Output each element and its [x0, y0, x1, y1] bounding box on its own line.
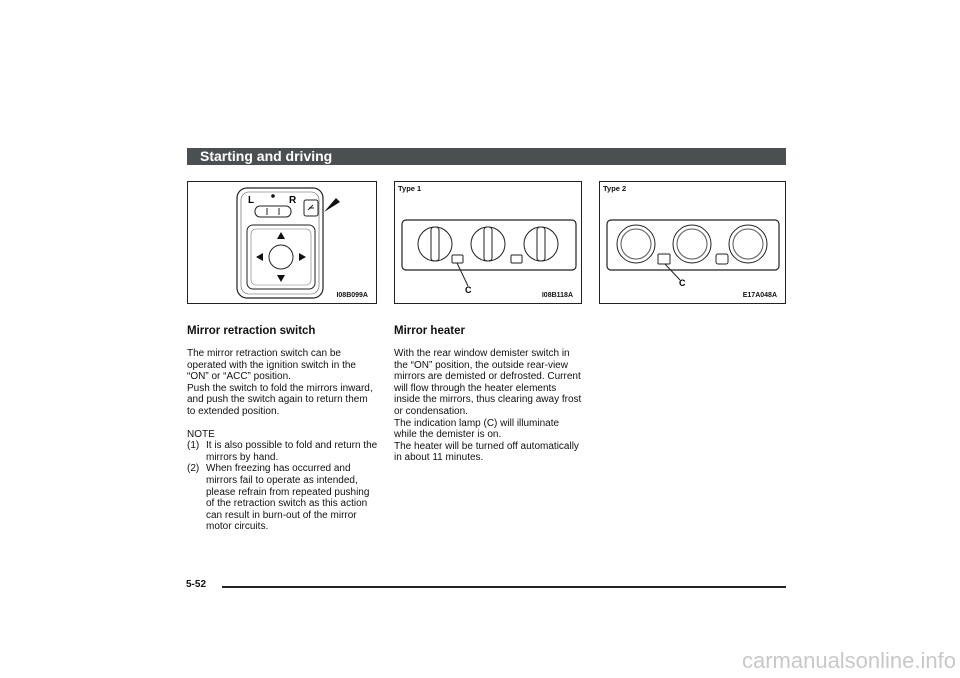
note-number: (1): [187, 440, 200, 452]
figure-code: I08B099A: [336, 292, 368, 299]
mirror-retraction-heading: Mirror retraction switch: [187, 325, 316, 337]
left-label: L: [248, 195, 255, 206]
pointer-arrow-icon: [324, 198, 340, 212]
page-number: 5-52: [186, 579, 207, 590]
callout-c: C: [465, 285, 472, 295]
heater-control-type2-illustration: [600, 182, 787, 305]
mirror-retraction-para2: Push the switch to fold the mirrors inward, and push the switch again to return them to extended position.: [187, 382, 373, 417]
mirror-heater-para1: With the rear window demister switch in the “ON” position, the outside rear-view mirrors are demisted or defrosted. Current will flow through the heater elements inside the mirrors, thus clearing away frost or condensation.: [394, 348, 582, 417]
rear-defogger-button-icon: [452, 255, 463, 263]
watermark: carmanualsonline.info: [741, 648, 956, 673]
figure-type1: [394, 181, 582, 304]
figure-type2: [599, 181, 786, 304]
mirror-heater-heading: Mirror heater: [394, 325, 465, 337]
figure-code: I08B118A: [541, 292, 573, 299]
arrow-down-icon: [277, 275, 285, 282]
mirror-heater-text: [394, 348, 582, 464]
section-title: Starting and driving: [200, 148, 333, 164]
figure-type-label: Type 2: [603, 184, 627, 193]
mirror-switch-illustration: [188, 182, 378, 305]
right-label: R: [289, 195, 297, 206]
note-label: NOTE: [187, 428, 215, 440]
mirror-heater-para2: The indication lamp (C) will illuminate while the demister is on.: [394, 417, 560, 441]
section-header-bar: [187, 148, 786, 165]
note-item: [187, 463, 378, 533]
arrow-up-icon: [277, 232, 285, 239]
heater-control-type1-illustration: [395, 182, 583, 305]
arrow-left-icon: [256, 253, 263, 261]
figure-code: E17A048A: [742, 292, 777, 299]
note-text: It is also possible to fold and return the mirrors by hand.: [206, 440, 378, 463]
mirror-heater-para3: The heater will be turned off automatically in about 11 minutes.: [394, 440, 579, 464]
figure-mirror-switch: [187, 181, 377, 304]
note-item: [187, 440, 378, 463]
note-number: (2): [187, 463, 200, 475]
mirror-retraction-para1: The mirror retraction switch can be operated with the ignition switch in the “ON” or “ACC” position.: [187, 348, 356, 383]
figure-type-label: Type 1: [398, 184, 422, 193]
footer-rule: [222, 586, 786, 588]
note-text: When freezing has occurred and mirrors fail to operate as intended, please refrain from repeated pushing of the retraction switch as this action can result in burn-out of the mirror motor circuits.: [206, 463, 370, 533]
mirror-retraction-text: [187, 348, 378, 533]
callout-c: C: [679, 278, 686, 288]
rear-defogger-button-icon: [658, 254, 670, 264]
arrow-right-icon: [299, 253, 306, 261]
